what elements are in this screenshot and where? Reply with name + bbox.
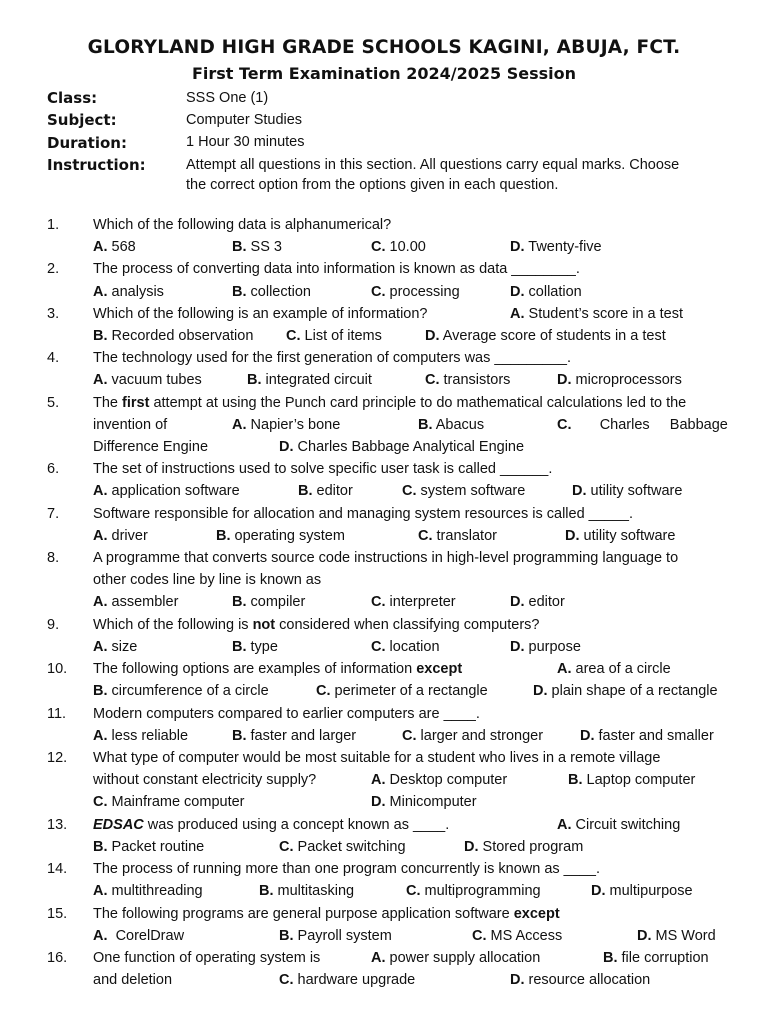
instruction-label: Instruction: <box>47 156 146 174</box>
option-b: B. circumference of a circle <box>93 683 269 699</box>
question-number: 1. <box>47 217 60 233</box>
option-a: A. power supply allocation <box>371 950 541 966</box>
class-label: Class: <box>47 89 98 107</box>
option-d: D. utility software <box>572 483 683 499</box>
question-text: Software responsible for allocation and managing system resources is called _____. <box>93 506 634 522</box>
question-number: 11. <box>47 706 67 722</box>
option-d: D. resource allocation <box>510 972 651 988</box>
option-a: A. CorelDraw <box>93 928 185 944</box>
option-c: C. interpreter <box>371 594 456 610</box>
duration-value: 1 Hour 30 minutes <box>186 134 305 150</box>
option-b: B. type <box>232 639 278 655</box>
question-number: 4. <box>47 350 60 366</box>
option-c: C. translator <box>418 528 497 544</box>
option-c: C. perimeter of a rectangle <box>316 683 488 699</box>
option-a: A. assembler <box>93 594 179 610</box>
question-number: 5. <box>47 395 60 411</box>
option-c: C. transistors <box>425 372 511 388</box>
option-c: C. system software <box>402 483 526 499</box>
instruction-line-1: Attempt all questions in this section. All questions carry equal marks. Choose <box>186 157 680 173</box>
question-text: One function of operating system is <box>93 950 321 966</box>
option-b: B. faster and larger <box>232 728 357 744</box>
question-text: EDSAC was produced using a concept known as ____. <box>93 817 450 833</box>
question-text: The set of instructions used to solve specific user task is called ______. <box>93 461 553 477</box>
question-number: 10. <box>47 661 68 677</box>
option-d: D. plain shape of a rectangle <box>533 683 718 699</box>
question-text: The first attempt at using the Punch card principle to do mathematical calculations led to the <box>93 395 687 411</box>
instruction-line-2: the correct option from the options given in each question. <box>186 177 559 193</box>
question-number: 14. <box>47 861 68 877</box>
question-number: 9. <box>47 617 60 633</box>
option-a: A. size <box>93 639 138 655</box>
option-a: A. less reliable <box>93 728 189 744</box>
option-b: B. editor <box>298 483 353 499</box>
option-b: B. SS 3 <box>232 239 282 255</box>
option-c: C. Mainframe computer <box>93 794 245 810</box>
option-b: B. Abacus <box>418 417 485 433</box>
option-d: D. Charles Babbage Analytical Engine <box>279 439 525 455</box>
option-d: D. MS Word <box>637 928 716 944</box>
option-a: A. 568 <box>93 239 136 255</box>
option-b: B. integrated circuit <box>247 372 372 388</box>
question-text-line-2: without constant electricity supply? <box>93 772 317 788</box>
question-text: The following programs are general purpose application software except <box>93 906 560 922</box>
class-value: SSS One (1) <box>186 90 269 106</box>
option-a: A. application software <box>93 483 240 499</box>
option-b: B. Payroll system <box>279 928 392 944</box>
option-a: A. Student’s score in a test <box>510 306 684 322</box>
option-b: B. Packet routine <box>93 839 205 855</box>
option-a: A. Circuit switching <box>557 817 681 833</box>
option-c-line-2: Difference Engine <box>93 439 209 455</box>
option-d: D. Twenty-five <box>510 239 602 255</box>
question-text-line-2: other codes line by line is known as <box>93 572 322 588</box>
option-b: B. Laptop computer <box>568 772 696 788</box>
question-text: Which of the following data is alphanumerical? <box>93 217 392 233</box>
option-a: A. area of a circle <box>557 661 671 677</box>
subject-value: Computer Studies <box>186 112 303 128</box>
exam-title: First Term Examination 2024/2025 Session <box>191 64 577 83</box>
question-text: The process of converting data into information is known as data ________. <box>93 261 580 277</box>
option-d: D. faster and smaller <box>580 728 714 744</box>
option-d: D. Minicomputer <box>371 794 477 810</box>
option-b: B. collection <box>232 284 311 300</box>
option-a: A. vacuum tubes <box>93 372 202 388</box>
question-number: 6. <box>47 461 60 477</box>
option-b: B. multitasking <box>259 883 355 899</box>
question-number: 8. <box>47 550 60 566</box>
duration-label: Duration: <box>47 134 127 152</box>
question-number: 2. <box>47 261 60 277</box>
option-d: D. Stored program <box>464 839 584 855</box>
question-text: Which of the following is not considered when classifying computers? <box>93 617 540 633</box>
option-c: C. 10.00 <box>371 239 426 255</box>
option-c: C. multiprogramming <box>406 883 541 899</box>
option-b: B. Recorded observation <box>93 328 254 344</box>
option-c: C. processing <box>371 284 460 300</box>
question-number: 13. <box>47 817 68 833</box>
option-a: A. driver <box>93 528 148 544</box>
option-a: A. Napier’s bone <box>232 417 341 433</box>
option-a: A. multithreading <box>93 883 203 899</box>
question-text: Modern computers compared to earlier computers are ____. <box>93 706 480 722</box>
question-text: The process of running more than one program concurrently is known as ____. <box>93 861 600 877</box>
question-number: 15. <box>47 906 68 922</box>
school-name: GLORYLAND HIGH GRADE SCHOOLS KAGINI, ABUJA, FCT. <box>87 37 681 58</box>
question-number: 12. <box>47 750 68 766</box>
option-d: D. editor <box>510 594 565 610</box>
option-a: A. Desktop computer <box>371 772 508 788</box>
question-text: What type of computer would be most suitable for a student who lives in a remote village <box>93 750 661 766</box>
question-number: 16. <box>47 950 68 966</box>
option-d: D. Average score of students in a test <box>425 328 666 344</box>
option-d: D. multipurpose <box>591 883 693 899</box>
option-c: C. larger and stronger <box>402 728 544 744</box>
question-text: A programme that converts source code instructions in high-level programming language to <box>93 550 679 566</box>
question-number: 7. <box>47 506 60 522</box>
option-b: B. file corruption <box>603 950 709 966</box>
option-c: C. List of items <box>286 328 382 344</box>
subject-label: Subject: <box>47 111 117 129</box>
option-c: C. Packet switching <box>279 839 406 855</box>
question-number: 3. <box>47 306 60 322</box>
option-d: D. utility software <box>565 528 676 544</box>
question-text-line-2: invention of <box>93 417 168 433</box>
option-b: B. operating system <box>216 528 345 544</box>
option-c: C. hardware upgrade <box>279 972 416 988</box>
option-b: B. compiler <box>232 594 306 610</box>
option-c: C. location <box>371 639 440 655</box>
option-d: D. microprocessors <box>557 372 682 388</box>
option-d: D. purpose <box>510 639 581 655</box>
option-c: C. Charles Babbage <box>557 417 728 433</box>
question-text-line-2: and deletion <box>93 972 173 988</box>
option-d: D. collation <box>510 284 582 300</box>
question-text: The following options are examples of information except <box>93 661 463 677</box>
question-text: Which of the following is an example of information? <box>93 306 428 322</box>
option-a: A. analysis <box>93 284 164 300</box>
option-c: C. MS Access <box>472 928 563 944</box>
question-text: The technology used for the first generation of computers was _________. <box>93 350 571 366</box>
